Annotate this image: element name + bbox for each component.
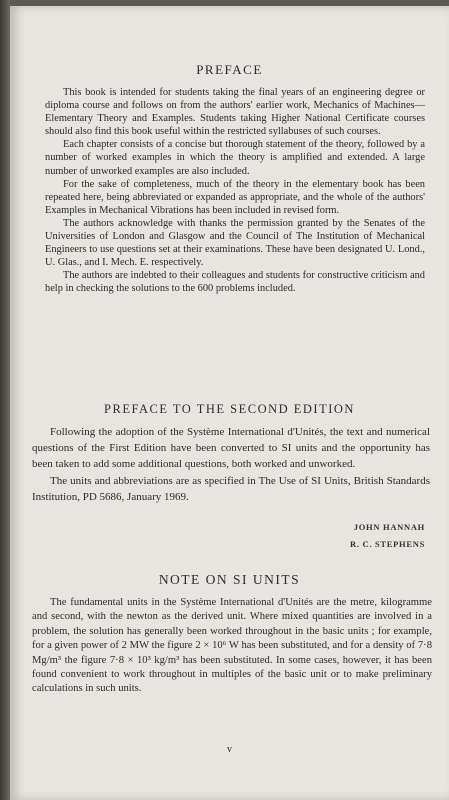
author-signature: R. C. STEPHENS	[350, 539, 425, 549]
si-note-body	[32, 596, 432, 697]
preface-paragraph: The authors acknowledge with thanks the permission granted by the Senates of the Universities of London and Glasgow and the Council of The Institution of Mechanical Engineers to use questions set at their examinations. These have been designated U. Lond., U. Glas., and I. Mech. E. respectively.	[45, 217, 425, 269]
preface-body	[45, 86, 425, 296]
preface-paragraph: The authors are indebted to their colleagues and students for constructive criticism and help in checking the solutions to the 600 problems included.	[45, 270, 425, 295]
second-edition-body	[32, 424, 430, 505]
book-binding	[0, 0, 10, 800]
second-edition-title: PREFACE TO THE SECOND EDITION	[104, 402, 355, 416]
preface-paragraph: This book is intended for students taking the final years of an engineering degree or diploma course and follows on from the authors' earlier work, Mechanics of Machines—Elementary Theory and Examples. Students taking Higher National Certificate courses should also find this book useful within the restricted syllabuses of such courses.	[45, 87, 425, 138]
book-page	[10, 6, 449, 800]
preface-title: PREFACE	[196, 62, 263, 77]
si-note-paragraph: The fundamental units in the Système International d'Unités are the metre, kilogramme and second, with the newton as the derived unit. Where mixed quantities are involved in a problem, the solution has generally been worked throughout in the basic units ; for example, for a given power of 2 MW the figure 2 × 10⁶ W has been substituted, and for a density of 7·8 Mg/m³ the figure 7·8 × 10³ kg/m³ has been substituted. In some cases, however, it has been found convenient to work throughout in multiples of the basic unit or to make preliminary calculations in such units.	[32, 597, 432, 695]
second-edition-paragraph: Following the adoption of the Système International d'Unités, the text and numerical questions of the First Edition have been converted to SI units and the opportunity has been taken to add some additional questions, both worked and unworked.	[32, 426, 430, 471]
preface-paragraph: For the sake of completeness, much of the theory in the elementary book has been repeated here, being abbreviated or expanded as appropriate, and the whole of the authors' Examples in Mechanical Vibrations has been included in revised form.	[45, 178, 425, 216]
preface-paragraph: Each chapter consists of a concise but thorough statement of the theory, followed by a number of worked examples in which the theory is amplified and extended. A large number of unworked examples are also included.	[45, 139, 425, 177]
second-edition-paragraph: The units and abbreviations are as specified in The Use of SI Units, British Standards Institution, PD 5686, January 1969.	[32, 474, 430, 503]
author-signature: JOHN HANNAH	[353, 522, 425, 532]
si-note-title: NOTE ON SI UNITS	[158, 572, 301, 587]
page-number: v	[227, 744, 232, 755]
